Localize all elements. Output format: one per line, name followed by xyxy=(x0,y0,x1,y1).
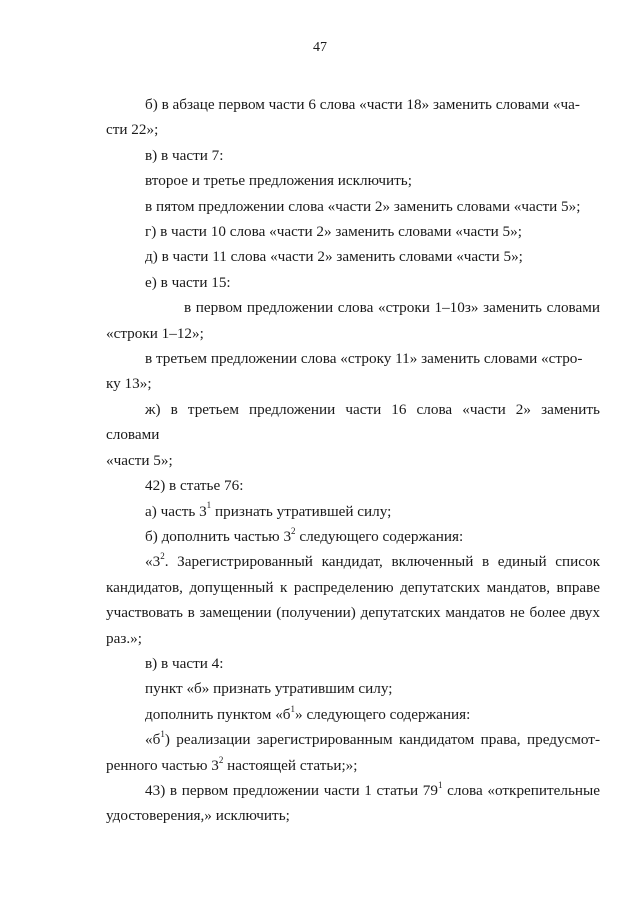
text-fragment: а) часть 3 xyxy=(145,502,207,520)
paragraph-add-punkt-b1 xyxy=(106,702,600,727)
superscript: 1 xyxy=(160,729,165,740)
text-fragment: следующего содержания: xyxy=(295,527,464,545)
paragraph-first-sentence-rows xyxy=(106,295,600,346)
text-fragment: слова «открепительные удостоверения,» исключить; xyxy=(106,781,600,825)
superscript: 2 xyxy=(291,525,296,536)
text-line: б) в абзаце первом части 6 слова «части 18» заменить словами «ча- xyxy=(145,96,580,113)
paragraph-v-part4: в) в части 4: xyxy=(145,654,224,672)
text-fragment: «3 xyxy=(145,553,161,571)
text-fragment: ) реализации зарегистрированным кандидатом права, предусмот-ренного частью 3 xyxy=(106,731,600,774)
superscript: 2 xyxy=(218,754,224,765)
paragraph-zh-part16 xyxy=(106,397,600,473)
text-fragment: б) дополнить частью 3 xyxy=(145,527,292,545)
superscript: 2 xyxy=(160,551,165,562)
paragraph-e-part15: е) в части 15: xyxy=(145,273,231,291)
paragraph-b-add-part3-2 xyxy=(106,524,600,549)
paragraph-punkt-b: пункт «б» признать утратившим силу; xyxy=(145,680,393,698)
text-line: сти 22»; xyxy=(106,121,159,139)
paragraph-item-42: 42) в статье 76: xyxy=(145,477,244,495)
paragraph-fifth-sentence: в пятом предложении слова «части 2» заменить словами «части 5»; xyxy=(145,197,581,215)
paragraph-item-43 xyxy=(106,778,600,829)
text-line: ку 13»; xyxy=(106,375,152,393)
text-fragment: дополнить пунктом «б xyxy=(145,705,291,723)
superscript: 1 xyxy=(206,500,212,511)
page-number: 47 xyxy=(313,40,327,55)
text-fragment: . Зарегистрированный кандидат, включенный в единый список кандидатов, допущенный к распределению депутатских мандатов, вправе участвовать в замещении (получении) депутатских мандатов не более двух раз.»; xyxy=(106,553,600,647)
text-fragment: признать утратившей силу; xyxy=(211,502,392,520)
paragraph-a-part3-1 xyxy=(106,499,600,524)
text-line: в первом предложении слова «строки 1–10з» заменить словами xyxy=(184,299,600,317)
text-line: «части 5»; xyxy=(106,451,173,469)
paragraph-second-third: второе и третье предложения исключить; xyxy=(145,172,412,190)
text-fragment: настоящей статьи;»; xyxy=(223,756,358,774)
text-line: ж) в третьем предложении части 16 слова «части 2» заменить словами xyxy=(106,400,600,444)
superscript: 1 xyxy=(290,703,296,714)
paragraph-v-part7: в) в части 7: xyxy=(145,146,224,164)
paragraph-b-part6 xyxy=(106,92,600,143)
paragraph-g-part10: г) в части 10 слова «части 2» заменить словами «части 5»; xyxy=(145,223,522,241)
document-body xyxy=(106,92,600,829)
text-line: «строки 1–12»; xyxy=(106,324,204,342)
text-fragment: «б xyxy=(145,731,161,749)
text-fragment: » следующего содержания: xyxy=(295,705,471,723)
paragraph-quote-3-2 xyxy=(106,549,600,651)
text-line: в третьем предложении слова «строку 11» заменить словами «стро- xyxy=(145,350,583,368)
paragraph-d-part11: д) в части 11 слова «части 2» заменить словами «части 5»; xyxy=(145,248,523,266)
paragraph-quote-b1 xyxy=(106,727,600,778)
superscript: 1 xyxy=(437,779,443,790)
paragraph-third-sentence-row xyxy=(106,346,600,397)
text-fragment: 43) в первом предложении части 1 статьи 79 xyxy=(145,781,438,799)
